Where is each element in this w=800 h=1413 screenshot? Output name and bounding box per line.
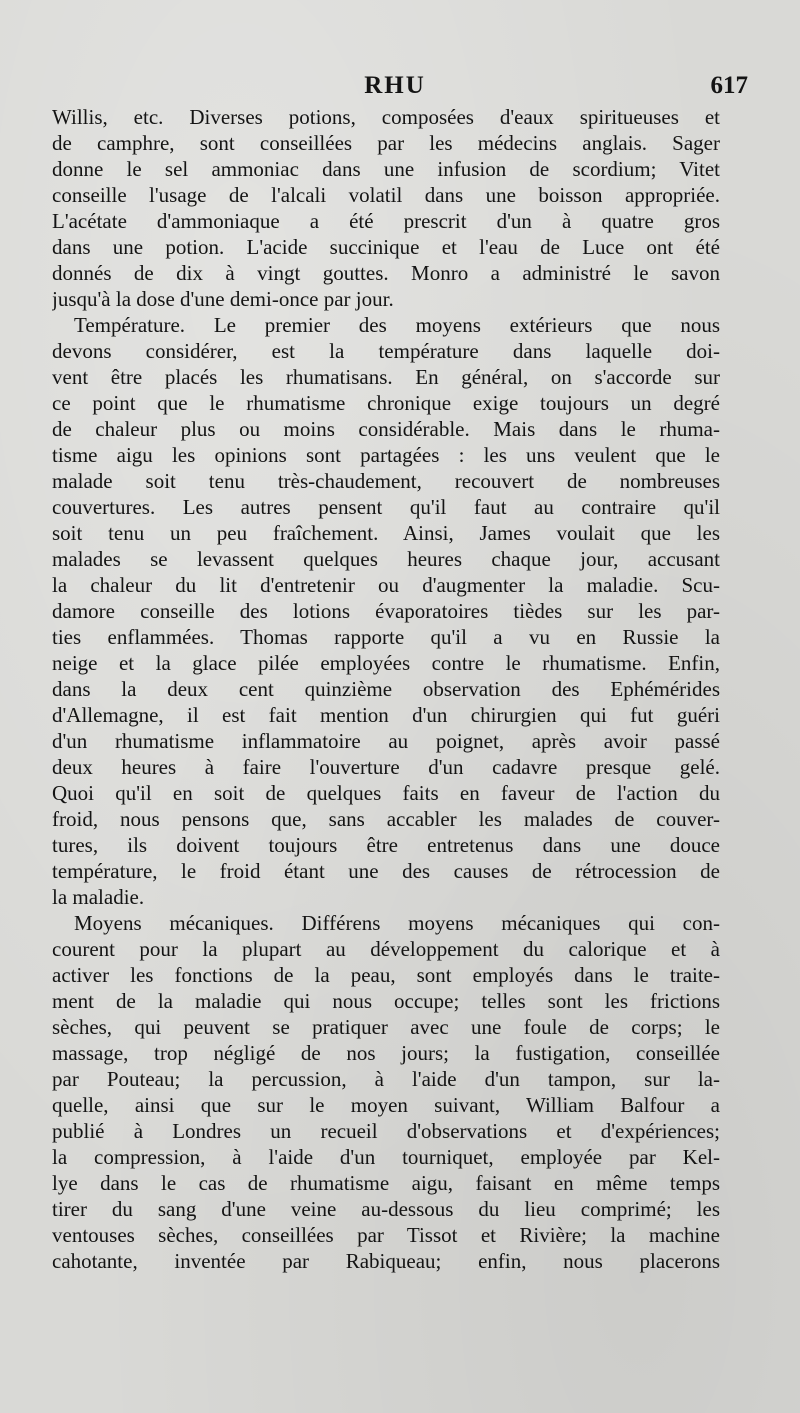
text-line: Quoi qu'il en soit de quelques faits en faveur de l'action du [52, 781, 720, 805]
text-line: malade soit tenu très-chaudement, recouvert de nombreuses [52, 469, 720, 493]
text-line: ties enflammées. Thomas rapporte qu'il a vu en Russie la [52, 625, 720, 649]
section-heading-moyens-mecaniques: Moyens mécaniques. Différens moyens mécaniques qui con- [74, 911, 720, 935]
text-line: ventouses sèches, conseillées par Tissot et Rivière; la machine [52, 1223, 720, 1247]
text-line: jusqu'à la dose d'une demi-once par jour. [52, 287, 394, 311]
text-line: d'un rhumatisme inflammatoire au poignet, après avoir passé [52, 729, 720, 753]
text-line: vent être placés les rhumatisans. En général, on s'accorde sur [52, 365, 720, 389]
text-line: malades se levassent quelques heures chaque jour, accusant [52, 547, 720, 571]
text-line: température, le froid étant une des causes de rétrocession de [52, 859, 720, 883]
text-line: cahotante, inventée par Rabiqueau; enfin, nous placerons [52, 1249, 720, 1273]
text-line: activer les fonctions de la peau, sont employés dans le traite- [52, 963, 720, 987]
running-head: RHU [364, 72, 426, 99]
text-line: L'acétate d'ammoniaque a été prescrit d'un à quatre gros [52, 209, 720, 233]
text-line: ment de la maladie qui nous occupe; telles sont les frictions [52, 989, 720, 1013]
text-line: dans une potion. L'acide succinique et l'eau de Luce ont été [52, 235, 720, 259]
text-line: couvertures. Les autres pensent qu'il faut au contraire qu'il [52, 495, 720, 519]
text-line: ce point que le rhumatisme chronique exige toujours un degré [52, 391, 720, 415]
text-line: courent pour la plupart au développement du calorique et à [52, 937, 720, 961]
text-line: tures, ils doivent toujours être entretenus dans une douce [52, 833, 720, 857]
text-line: devons considérer, est la température dans laquelle doi- [52, 339, 720, 363]
text-line: par Pouteau; la percussion, à l'aide d'un tampon, sur la- [52, 1067, 720, 1091]
text-line: de chaleur plus ou moins considérable. Mais dans le rhuma- [52, 417, 720, 441]
text-line: la compression, à l'aide d'un tourniquet, employée par Kel- [52, 1145, 720, 1169]
text-line: publié à Londres un recueil d'observations et d'expériences; [52, 1119, 720, 1143]
text-line: massage, trop négligé de nos jours; la fustigation, conseillée [52, 1041, 720, 1065]
text-line: dans la deux cent quinzième observation des Ephémérides [52, 677, 720, 701]
page-header [50, 72, 748, 104]
text-line: la chaleur du lit d'entretenir ou d'augmenter la maladie. Scu- [52, 573, 720, 597]
text-line: d'Allemagne, il est fait mention d'un chirurgien qui fut guéri [52, 703, 720, 727]
text-line: soit tenu un peu fraîchement. Ainsi, James voulait que les [52, 521, 720, 545]
text-line: froid, nous pensons que, sans accabler les malades de couver- [52, 807, 720, 831]
text-line: la maladie. [52, 885, 145, 909]
text-line: lye dans le cas de rhumatisme aigu, faisant en même temps [52, 1171, 720, 1195]
section-heading-temperature: Température. Le premier des moyens extérieurs que nous [74, 313, 720, 337]
text-line: deux heures à faire l'ouverture d'un cadavre presque gelé. [52, 755, 720, 779]
body-text [52, 104, 720, 1274]
text-line: donnés de dix à vingt gouttes. Monro a administré le savon [52, 261, 720, 285]
text-line: quelle, ainsi que sur le moyen suivant, William Balfour a [52, 1093, 720, 1117]
page-number: 617 [710, 72, 748, 99]
text-line: donne le sel ammoniac dans une infusion de scordium; Vitet [52, 157, 720, 181]
text-line: de camphre, sont conseillées par les médecins anglais. Sager [52, 131, 720, 155]
text-line: Willis, etc. Diverses potions, composées d'eaux spiritueuses et [52, 105, 720, 129]
text-line: neige et la glace pilée employées contre le rhumatisme. Enfin, [52, 651, 720, 675]
text-line: tirer du sang d'une veine au-dessous du lieu comprimé; les [52, 1197, 720, 1221]
text-line: damore conseille des lotions évaporatoires tièdes sur les par- [52, 599, 720, 623]
blank-margin [0, 1290, 800, 1413]
text-line: tisme aigu les opinions sont partagées : les uns veulent que le [52, 443, 720, 467]
text-line: sèches, qui peuvent se pratiquer avec une foule de corps; le [52, 1015, 720, 1039]
text-line: conseille l'usage de l'alcali volatil dans une boisson appropriée. [52, 183, 720, 207]
